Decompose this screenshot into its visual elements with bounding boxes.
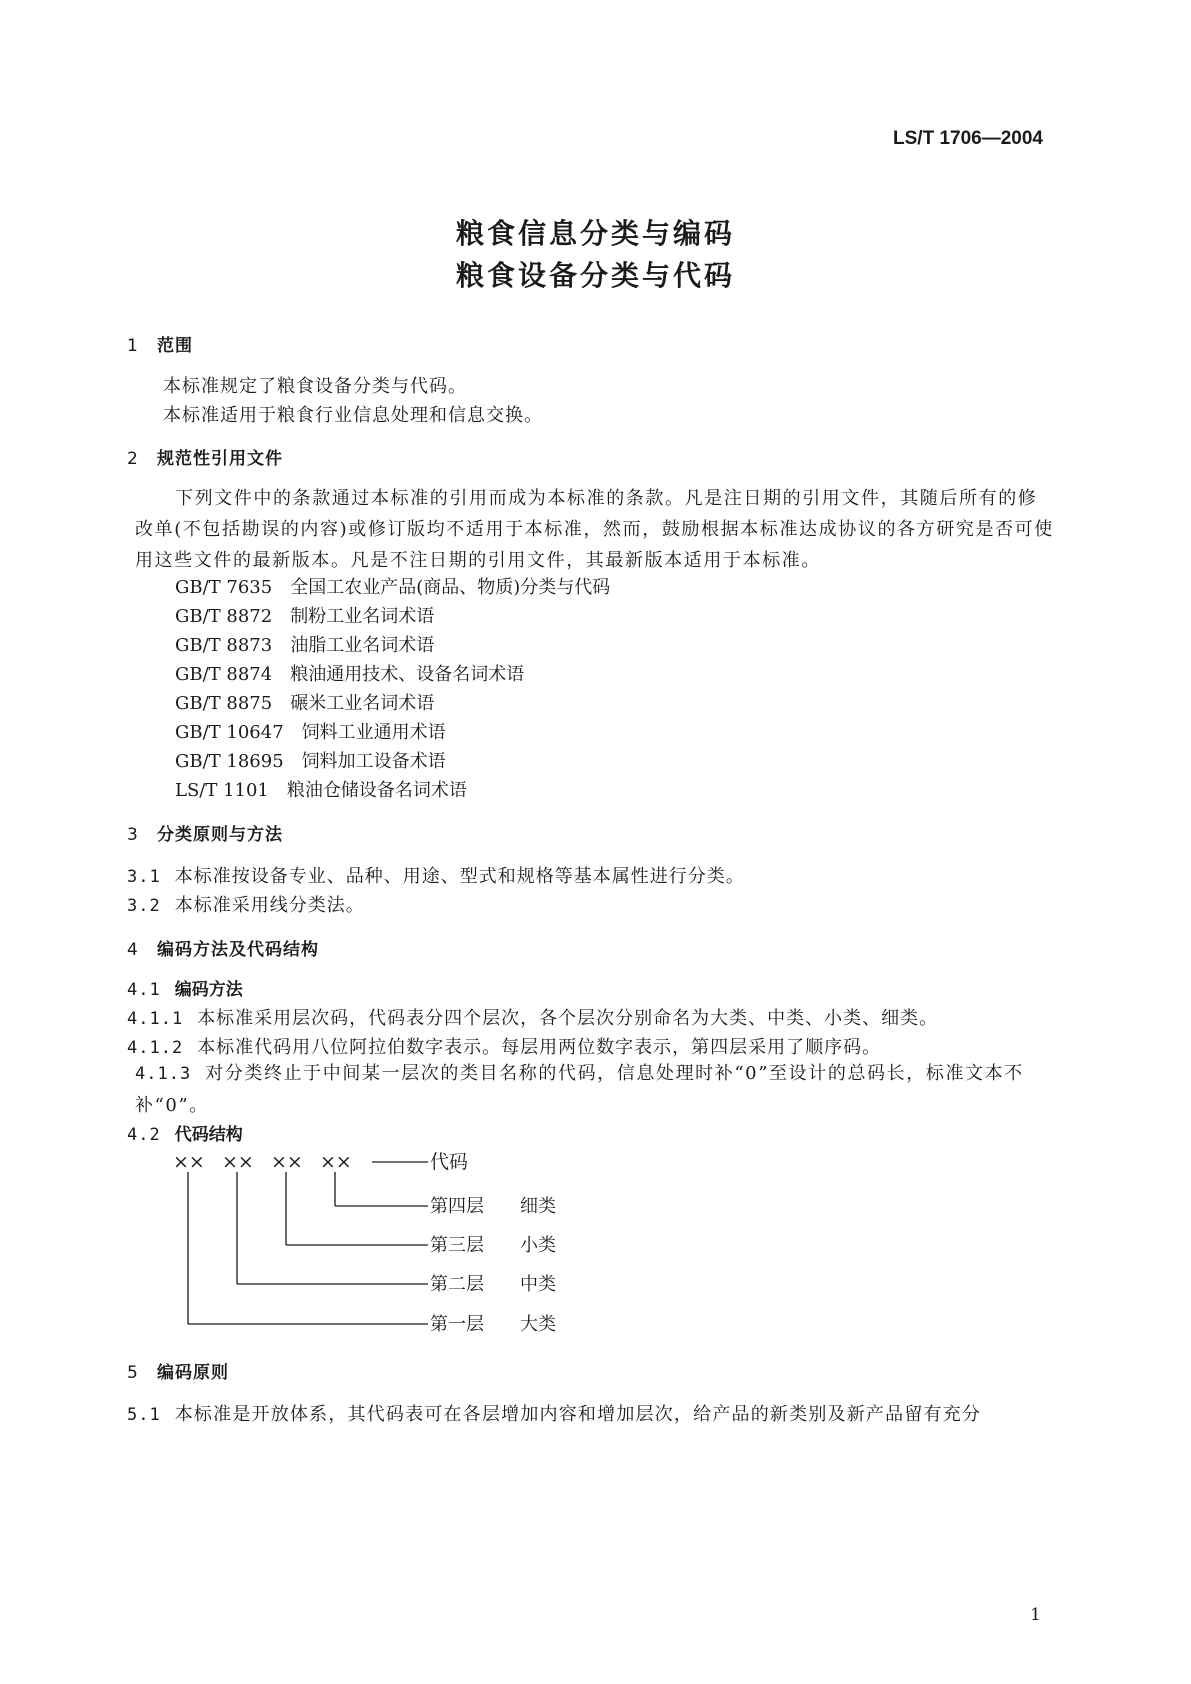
section-title: 规范性引用文件 [157, 449, 283, 469]
clause-text: 本标准采用层次码，代码表分四个层次，各个层次分别命名为大类、中类、小类、细类。 [197, 1008, 939, 1029]
clause-text: 本标准按设备专业、品种、用途、型式和规格等基本属性进行分类。 [174, 866, 745, 887]
clause-title: 编码方法 [174, 980, 243, 1000]
section-title: 范围 [157, 336, 193, 356]
layer-1-label: 第一层 [430, 1314, 484, 1335]
section-number: 4 [127, 940, 139, 960]
section-5-heading [127, 1358, 229, 1383]
reference-name: 全国工农业产品(商品、物质)分类与代码 [290, 577, 611, 598]
reference-name: 饲料加工设备术语 [301, 751, 446, 772]
section-2-intro-paragraph: 下列文件中的条款通过本标准的引用而成为本标准的条款。凡是注日期的引用文件，其随后所有的修改单(不包括勘误的内容)或修订版均不适用于本标准，然而，鼓励根据本标准达成协议的各方研究是否可使用这些文件的最新版本。凡是不注日期的引用文件，其最新版本适用于本标准。 [135, 488, 1054, 571]
reference-code: GB/T 8875 [175, 693, 273, 714]
reference-code: GB/T 7635 [175, 577, 273, 598]
code-group-4: ×× [320, 1151, 352, 1173]
layer-4-label: 第四层 [430, 1196, 484, 1217]
reference-name: 饲料工业通用术语 [301, 722, 446, 743]
clause-title: 代码结构 [174, 1125, 243, 1145]
document-title-line1: 粮食信息分类与编码 [455, 217, 735, 250]
code-group-1: ×× [173, 1151, 205, 1173]
reference-name: 粮油通用技术、设备名词术语 [290, 664, 525, 685]
reference-name: 油脂工业名词术语 [290, 635, 435, 656]
section-number: 5 [127, 1363, 139, 1383]
section-number: 3 [127, 825, 139, 845]
clause-number: 3.2 [127, 896, 161, 916]
section-title: 分类原则与方法 [157, 825, 283, 845]
layer-1-name: 大类 [520, 1314, 556, 1335]
reference-name: 制粉工业名词术语 [290, 606, 435, 627]
reference-code: GB/T 10647 [175, 722, 284, 743]
section-number: 1 [127, 336, 139, 356]
layer-2-name: 中类 [520, 1274, 556, 1295]
reference-name: 碾米工业名词术语 [290, 693, 435, 714]
clause-5-1 [127, 1400, 981, 1426]
section-1-paragraph-1: 本标准规定了粮食设备分类与代码。 [163, 376, 467, 397]
layer-4-name: 细类 [520, 1196, 556, 1217]
code-group-3: ×× [271, 1151, 303, 1173]
clause-number: 4.1 [127, 980, 161, 1000]
clause-number: 5.1 [127, 1405, 161, 1425]
layer-2-label: 第二层 [430, 1274, 484, 1295]
reference-code: GB/T 18695 [175, 751, 284, 772]
clause-number: 4.1.1 [127, 1009, 184, 1029]
clause-text: 本标准代码用八位阿拉伯数字表示。每层用两位数字表示，第四层采用了顺序码。 [197, 1037, 882, 1058]
clause-number: 3.1 [127, 867, 161, 887]
layer-3-label: 第三层 [430, 1235, 484, 1256]
reference-code: LS/T 1101 [175, 780, 269, 801]
document-title-line2: 粮食设备分类与代码 [455, 259, 735, 292]
section-number: 2 [127, 449, 139, 469]
clause-number: 4.1.2 [127, 1038, 184, 1058]
reference-code: GB/T 8872 [175, 606, 273, 627]
standard-code: LS/T 1706—2004 [893, 128, 1043, 149]
code-group-2: ×× [222, 1151, 254, 1173]
layer-3-name: 小类 [520, 1235, 556, 1256]
clause-text: 对分类终止于中间某一层次的类目名称的代码，信息处理时补“0”至设计的总码长，标准文本不补“0”。 [135, 1063, 1024, 1116]
section-title: 编码方法及代码结构 [157, 940, 319, 960]
reference-code: GB/T 8874 [175, 664, 273, 685]
reference-name: 粮油仓储设备名词术语 [286, 780, 467, 801]
reference-code: GB/T 8873 [175, 635, 273, 656]
clause-number: 4.2 [127, 1125, 161, 1145]
page-number: 1 [1030, 1605, 1041, 1625]
section-1-paragraph-2: 本标准适用于粮食行业信息处理和信息交换。 [163, 405, 543, 426]
section-title: 编码原则 [157, 1363, 229, 1383]
code-label: 代码 [430, 1151, 469, 1173]
clause-text: 本标准是开放体系，其代码表可在各层增加内容和增加层次，给产品的新类别及新产品留有充分 [174, 1404, 982, 1425]
clause-text: 本标准采用线分类法。 [174, 895, 365, 916]
clause-number: 4.1.3 [135, 1064, 192, 1084]
